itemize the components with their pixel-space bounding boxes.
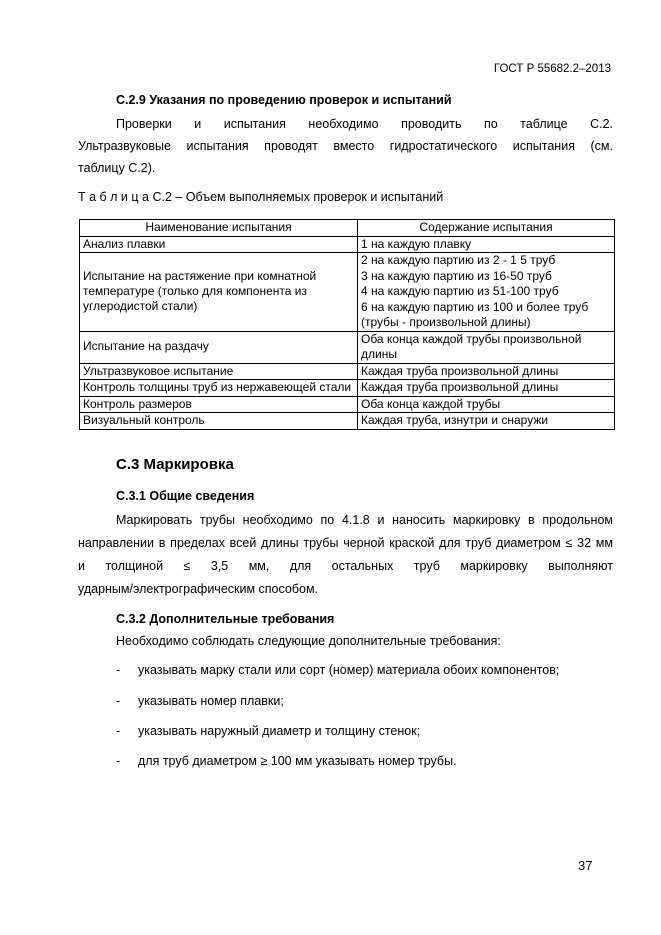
test-content-cell: Каждая труба произвольной длины <box>358 363 615 380</box>
column-header: Наименование испытания <box>80 220 358 237</box>
list-dash: - <box>116 724 121 738</box>
paragraph-c31-line2: направлении в пределах всей длины трубы черной краской для труб диаметром ≤ 32 мм <box>78 536 613 550</box>
table-row <box>80 253 615 332</box>
test-content-cell: Оба конца каждой трубы произвольной длины <box>358 331 615 363</box>
standard-code: ГОСТ Р 55682.2–2013 <box>493 63 611 75</box>
list-item <box>116 724 420 738</box>
inspection-table <box>79 219 615 430</box>
table-row <box>80 363 615 380</box>
list-item-text: указывать наружный диаметр и толщину стенок; <box>138 724 421 738</box>
content-line: 4 на каждую партию из 51-100 труб <box>361 284 559 298</box>
table-row <box>80 380 615 397</box>
list-dash: - <box>116 663 121 677</box>
list-item-text: для труб диаметром ≥ 100 мм указывать номер трубы. <box>138 754 457 768</box>
list-item <box>116 663 559 677</box>
list-dash: - <box>116 694 121 708</box>
table-header-row <box>80 220 615 237</box>
content-line: 6 на каждую партию из 100 и более труб <box>361 299 589 314</box>
test-name-cell: Контроль толщины труб из нержавеющей стали <box>80 380 358 397</box>
section-c31-title: С.3.1 Общие сведения <box>116 489 255 503</box>
list-item-text: указывать номер плавки; <box>138 694 284 708</box>
section-c29-title: С.2.9 Указания по проведению проверок и испытаний <box>116 93 452 107</box>
test-content-cell: Каждая труба произвольной длины <box>358 380 615 397</box>
list-item <box>116 754 457 768</box>
table-row <box>80 236 615 253</box>
section-c32-title: С.3.2 Дополнительные требования <box>116 612 335 626</box>
list-item <box>116 694 284 708</box>
content-line: 2 на каждую партию из 2 - 1 5 труб <box>361 253 556 267</box>
test-content-cell: Оба конца каждой трубы <box>358 396 615 413</box>
test-content-cell: 1 на каждую плавку <box>358 236 615 253</box>
paragraph-c29-line1: Проверки и испытания необходимо проводить по таблице С.2. <box>116 117 613 131</box>
paragraph-c29-line2: Ультразвуковые испытания проводят вместо гидростатического испытания (см. <box>78 139 613 153</box>
table-caption: Т а б л и ц а С.2 – Объем выполняемых проверок и испытаний <box>78 190 444 204</box>
paragraph-c29-line3: таблицу С.2). <box>78 161 156 175</box>
test-name-cell: Анализ плавки <box>80 236 358 253</box>
table-row <box>80 396 615 413</box>
list-dash: - <box>116 754 121 768</box>
test-name-cell: Контроль размеров <box>80 396 358 413</box>
section-c3-title: С.3 Маркировка <box>116 456 234 473</box>
list-item-text: указывать марку стали или сорт (номер) материала обоих компонентов; <box>138 663 560 677</box>
paragraph-c32-intro: Необходимо соблюдать следующие дополнительные требования: <box>116 634 501 648</box>
test-name-cell: Визуальный контроль <box>80 413 358 430</box>
test-name-cell: Ультразвуковое испытание <box>80 363 358 380</box>
page-number: 37 <box>578 858 593 873</box>
test-name-cell: Испытание на растяжение при комнатной температуре (только для компонента из углеродистой стали) <box>80 253 358 332</box>
content-line: 3 на каждую партию из 16-50 труб <box>361 268 552 283</box>
paragraph-c31-line4: ударным/электрографическим способом. <box>78 582 319 596</box>
column-header: Содержание испытания <box>358 220 615 237</box>
test-content-cell: Каждая труба, изнутри и снаружи <box>358 413 615 430</box>
table-row <box>80 413 615 430</box>
paragraph-c31-line3: и толщиной ≤ 3,5 мм, для остальных труб маркировку выполняют <box>78 559 613 573</box>
paragraph-c31-line1: Маркировать трубы необходимо по 4.1.8 и наносить маркировку в продольном <box>116 513 613 527</box>
test-name-cell: Испытание на раздачу <box>80 331 358 363</box>
table-row <box>80 331 615 363</box>
content-line: (трубы - произвольной длины) <box>361 315 531 329</box>
test-content-cell <box>358 253 615 332</box>
